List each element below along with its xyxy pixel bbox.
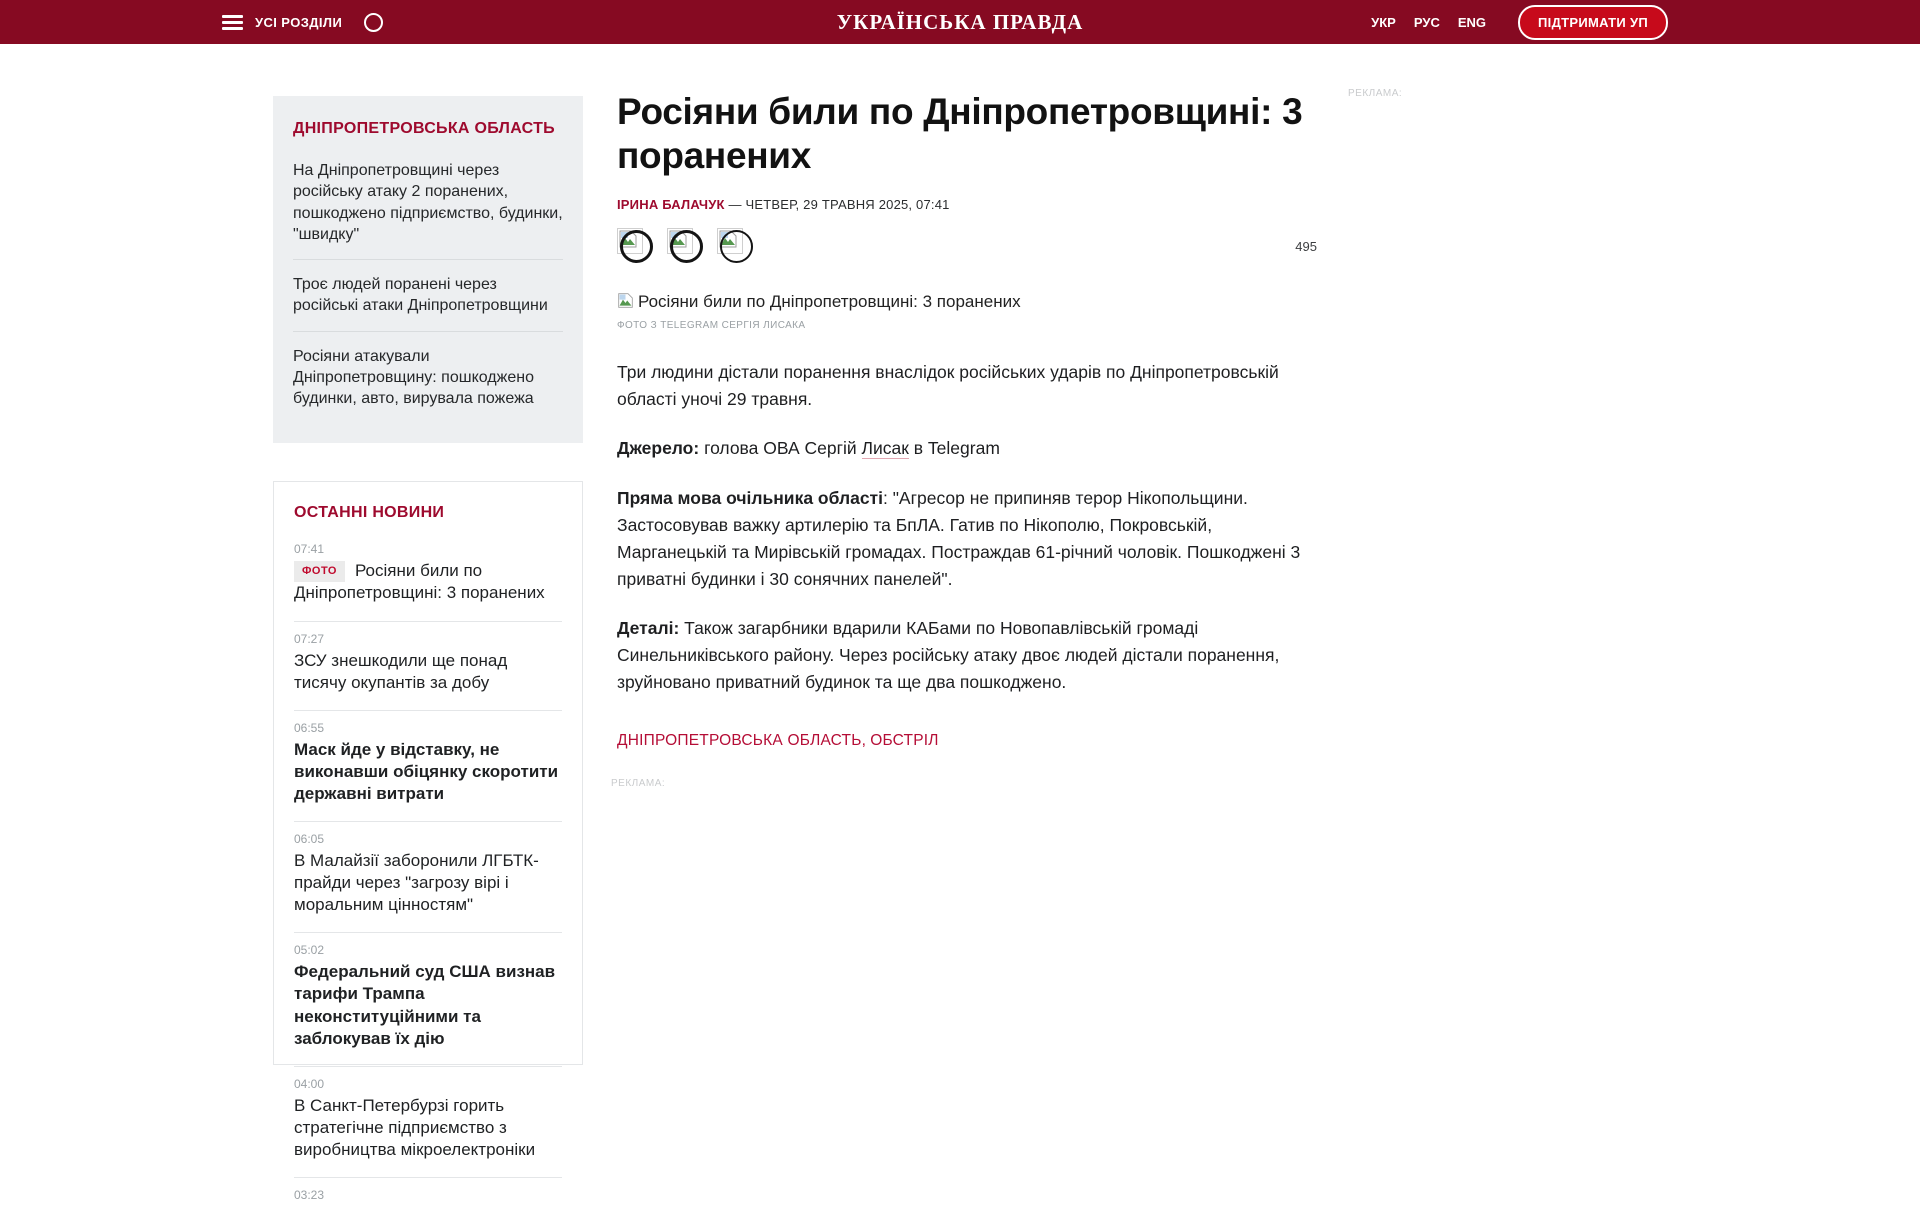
right-rail xyxy=(1348,88,1508,99)
ad-label: РЕКЛАМА: xyxy=(1348,88,1403,99)
view-count: 495 xyxy=(1295,239,1317,255)
tags-row xyxy=(617,732,1317,750)
article xyxy=(611,90,1317,790)
news-time: 05:02 xyxy=(294,943,325,958)
latest-news-item[interactable] xyxy=(294,532,562,620)
broken-image-icon xyxy=(617,292,634,309)
share-icon[interactable] xyxy=(617,228,655,266)
region-news-box xyxy=(273,96,583,443)
latest-news-item[interactable] xyxy=(294,932,562,1065)
latest-news-box xyxy=(273,481,583,1202)
lang-ukr[interactable]: УКР xyxy=(1371,14,1396,30)
tag-link[interactable]: ДНІПРОПЕТРОВСЬКА ОБЛАСТЬ xyxy=(617,732,862,750)
ad-label: РЕКЛАМА: xyxy=(611,778,666,790)
lysak-link[interactable]: Лисак xyxy=(861,438,909,459)
share-icon[interactable] xyxy=(667,228,705,266)
left-sidebar xyxy=(273,96,583,1202)
site-header xyxy=(0,0,1920,44)
details-label: Деталі: xyxy=(617,618,680,639)
lead-paragraph: Три людини дістали поранення внаслідок російських ударів по Дніпропетровській області уночі 29 травня. xyxy=(617,362,1279,410)
lang-rus[interactable]: РУС xyxy=(1413,14,1440,30)
article-title: Росіяни били по Дніпропетровщині: 3 поранених xyxy=(617,91,1303,177)
latest-news-item[interactable] xyxy=(294,1066,562,1177)
share-icon[interactable] xyxy=(717,228,755,266)
news-headline: В Санкт-Петербурзі горить стратегічне підприємство з виробництва мікроелектроніки xyxy=(294,1095,536,1159)
hero-image-broken xyxy=(617,292,1317,312)
photo-badge: ФОТО xyxy=(294,561,345,581)
latest-news-item[interactable] xyxy=(294,821,562,932)
author-link[interactable]: ІРИНА БАЛАЧУК xyxy=(617,196,725,212)
tag-link[interactable]: ОБСТРІЛ xyxy=(870,732,939,750)
share-row xyxy=(617,228,1317,266)
latest-news-item[interactable] xyxy=(294,1177,562,1222)
news-time: 06:55 xyxy=(294,720,325,735)
latest-news-item[interactable] xyxy=(294,710,562,821)
latest-news-item[interactable] xyxy=(294,621,562,710)
region-news-link[interactable]: Троє людей поранені через російські атаки Дніпропетровщини xyxy=(293,259,563,331)
news-time: 06:05 xyxy=(294,832,325,847)
quote-label: Пряма мова очільника області xyxy=(617,487,883,508)
news-time: 07:41 xyxy=(294,542,325,557)
news-time: 03:23 xyxy=(294,1187,325,1202)
news-headline: Федеральний суд США визнав тарифи Трампа неконституційними та заблокував їх дію xyxy=(294,962,556,1048)
tag-separator: , xyxy=(861,732,871,750)
site-logo[interactable]: УКРАЇНСЬКА ПРАВДА xyxy=(836,9,1084,34)
details-paragraph: Деталі: Також загарбники вдарили КАБами по Новопавлівській громаді Синельниківського району. Через російську атаку двоє людей дістали поранення, зруйновано приватний будинок та ще два пошкоджено. xyxy=(617,618,1280,693)
news-headline: ЗСУ знешкодили ще понад тисячу окупантів за добу xyxy=(294,650,508,692)
region-box-title[interactable]: ДНІПРОПЕТРОВСЬКА ОБЛАСТЬ xyxy=(293,120,555,137)
latest-news-title[interactable]: ОСТАННІ НОВИНИ xyxy=(294,504,445,522)
news-time: 04:00 xyxy=(294,1076,325,1091)
support-button[interactable]: ПІДТРИМАТИ УП xyxy=(1518,5,1668,40)
region-news-link[interactable]: Росіяни атакували Дніпропетровщину: пошкоджено будинки, авто, вирувала пожежа xyxy=(293,331,563,424)
article-date: — ЧЕТВЕР, 29 ТРАВНЯ 2025, 07:41 xyxy=(728,196,950,212)
source-paragraph: Джерело: голова ОВА Сергій Лисак в Telegram xyxy=(617,438,1000,459)
hero-image-alt-text: Росіяни били по Дніпропетровщині: 3 поранених xyxy=(638,291,1021,311)
all-sections-button[interactable]: УСІ РОЗДІЛИ xyxy=(255,14,343,30)
news-headline: Росіяни били по Дніпропетровщині: 3 поранених xyxy=(294,561,545,603)
source-label: Джерело: xyxy=(617,438,700,459)
region-news-link[interactable]: На Дніпропетровщині через російську атаку 2 поранених, пошкоджено підприємство, будинки, "швидку" xyxy=(293,162,563,243)
byline xyxy=(617,197,1317,212)
news-time: 07:27 xyxy=(294,631,325,646)
lang-eng[interactable]: ENG xyxy=(1457,14,1487,30)
image-caption: ФОТО З TELEGRAM СЕРГІЯ ЛИСАКА xyxy=(617,320,806,332)
news-headline: Маск йде у відставку, не виконавши обіцянку скоротити державні витрати xyxy=(294,739,559,803)
news-headline: В Малайзії заборонили ЛГБТК-прайди через "загрозу вірі і моральним цінностям" xyxy=(294,851,539,915)
quote-paragraph: Пряма мова очільника області: "Агресор не припиняв терор Нікопольщини. Застосовував важку артилерію та БпЛА. Гатив по Нікополю, Покровській, Марганецькій та Мирівській громадах. Постраждав 61-річний чоловік. Пошкоджені 3 приватні будинки і 30 сонячних панелей". xyxy=(617,487,1301,589)
